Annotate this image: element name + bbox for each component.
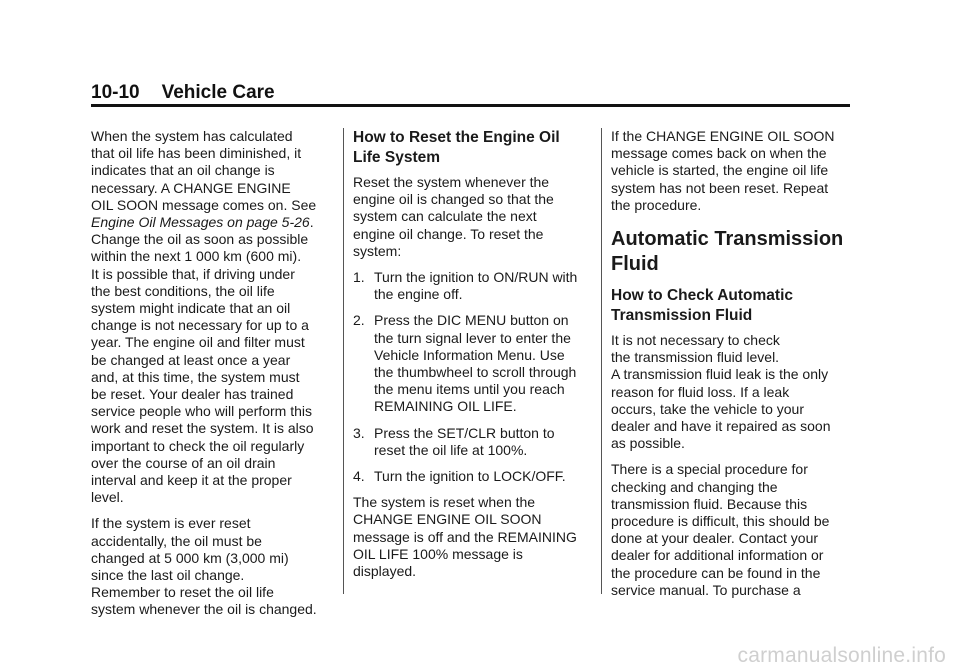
text-line: important to check the oil regularly [91, 437, 305, 454]
heading-automatic-transmission-fluid [611, 227, 851, 277]
text-line: change is not necessary for up to a [91, 317, 309, 334]
text-line: The system is reset when the [353, 494, 536, 511]
text-line: reason for fluid loss. If a leak [611, 383, 790, 400]
paragraph-fluid-leak [611, 332, 851, 452]
text-line: be reset. Your dealer has trained [91, 386, 294, 403]
text-line: transmission fluid. Because this [611, 495, 808, 512]
heading-reset-oil-life [353, 128, 593, 168]
text-line: procedure is difficult, this should be [611, 513, 830, 530]
paragraph-reset-confirmation [353, 494, 593, 580]
heading-line: How to Reset the Engine Oil [353, 129, 560, 146]
paragraph-message-returns [611, 128, 851, 214]
heading-line: Life System [353, 149, 441, 166]
text-line: Change the oil as soon as possible [91, 231, 309, 248]
text-line: year. The engine oil and filter must [91, 334, 305, 351]
text-line: OIL SOON message comes on. See [91, 196, 317, 213]
page-number: 10-10 [91, 82, 140, 103]
text-line [91, 214, 336, 231]
text-line: A transmission fluid leak is the only [611, 366, 829, 383]
text-line: It is not necessary to check [611, 332, 780, 349]
text-line: Remember to reset the oil life [91, 584, 274, 601]
text-line: Turn the ignition to ON/RUN with [374, 269, 578, 286]
cross-reference-link[interactable]: Engine Oil Messages on page 5-26 [91, 214, 310, 231]
text-line: engine oil change. To reset the [353, 225, 544, 242]
text-line: Press the SET/CLR button to [374, 424, 555, 441]
page-header [91, 82, 275, 104]
text-fragment: . [309, 214, 314, 231]
header-rule [91, 104, 850, 107]
step-number: 2. [353, 312, 365, 329]
column-divider-1 [343, 128, 344, 594]
text-line: Vehicle Information Menu. Use [374, 346, 565, 363]
text-line: Press the DIC MENU button on [374, 312, 569, 329]
heading-line: How to Check Automatic [611, 287, 793, 305]
text-line: the menu items until you reach [374, 381, 565, 398]
text-line: REMAINING OIL LIFE. [374, 398, 517, 415]
heading-check-transmission-fluid [611, 286, 851, 326]
text-line: the engine off. [374, 286, 463, 303]
column-1 [91, 128, 336, 628]
column-3 [611, 128, 851, 608]
text-line: that oil life has been diminished, it [91, 145, 302, 162]
heading-line: Transmission Fluid [611, 307, 753, 325]
text-line: dealer and have it repaired as soon [611, 418, 831, 435]
text-line: since the last oil change. [91, 567, 245, 584]
step-text [374, 269, 593, 303]
text-line: reset the oil life at 100%. [374, 441, 528, 458]
section-title: Vehicle Care [161, 82, 275, 103]
text-line: If the CHANGE ENGINE OIL SOON [611, 128, 835, 144]
text-line: accidentally, the oil must be [91, 532, 262, 549]
text-line: displayed. [353, 563, 417, 580]
text-line: It is possible that, if driving under [91, 265, 295, 282]
text-line: system: [353, 242, 402, 259]
text-line: the best conditions, the oil life [91, 282, 275, 299]
text-line: be changed at least once a year [91, 351, 291, 368]
step-1 [353, 269, 593, 303]
paragraph-reset-intro [353, 174, 593, 260]
step-3 [353, 425, 593, 459]
text-line: the procedure can be found in the [611, 564, 821, 581]
text-line: as possible. [611, 435, 685, 452]
text-line: service people who will perform this [91, 403, 312, 420]
heading-line: Automatic Transmission [611, 228, 844, 251]
text-line: and, at this time, the system must [91, 368, 300, 385]
text-line: There is a special procedure for [611, 461, 808, 478]
text-line: occurs, take the vehicle to your [611, 400, 804, 417]
text-line: checking and changing the [611, 478, 778, 495]
text-line: If the system is ever reset [91, 515, 251, 532]
text-line: indicates that an oil change is [91, 162, 275, 179]
heading-line: Fluid [611, 253, 659, 276]
text-line: level. [91, 489, 124, 506]
text-line: system has not been reset. Repeat [611, 179, 829, 196]
paragraph-accidental-reset [91, 515, 336, 618]
text-line: Reset the system whenever the [353, 174, 550, 190]
watermark: carmanualsonline.info [737, 644, 946, 667]
step-text [374, 312, 593, 415]
text-line: work and reset the system. It is also [91, 420, 314, 437]
text-line: necessary. A CHANGE ENGINE [91, 179, 291, 196]
paragraph-oil-life-diminished [91, 128, 336, 506]
text-line: message is off and the REMAINING [353, 528, 577, 545]
text-line: OIL LIFE 100% message is [353, 545, 523, 562]
paragraph-special-procedure [611, 461, 851, 599]
step-number: 3. [353, 424, 365, 441]
text-line: When the system has calculated [91, 128, 293, 144]
text-line: service manual. To purchase a [611, 581, 801, 598]
text-line: changed at 5 000 km (3,000 mi) [91, 549, 289, 566]
column-2 [353, 128, 593, 589]
text-line: interval and keep it at the proper [91, 472, 292, 489]
step-text [374, 468, 593, 485]
text-line: dealer for additional information or [611, 547, 824, 564]
text-line: within the next 1 000 km (600 mi). [91, 248, 302, 265]
text-line: message comes back on when the [611, 145, 827, 162]
column-divider-2 [601, 128, 602, 594]
text-line: Turn the ignition to LOCK/OFF. [374, 468, 566, 485]
text-line: vehicle is started, the engine oil life [611, 162, 829, 179]
text-line: the thumbwheel to scroll through [374, 364, 577, 381]
text-line: the transmission fluid level. [611, 349, 780, 366]
text-line: system might indicate that an oil [91, 300, 291, 317]
step-number: 4. [353, 468, 365, 485]
text-line: system can calculate the next [353, 208, 537, 225]
text-line: the procedure. [611, 196, 702, 213]
text-line: engine oil is changed so that the [353, 191, 554, 208]
step-text [374, 425, 593, 459]
text-line: CHANGE ENGINE OIL SOON [353, 511, 542, 528]
text-line: the turn signal lever to enter the [374, 329, 571, 346]
step-2 [353, 312, 593, 415]
step-4 [353, 468, 593, 485]
text-line: over the course of an oil drain [91, 454, 276, 471]
text-line: done at your dealer. Contact your [611, 530, 819, 547]
step-number: 1. [353, 269, 365, 286]
text-line: system whenever the oil is changed. [91, 601, 317, 618]
